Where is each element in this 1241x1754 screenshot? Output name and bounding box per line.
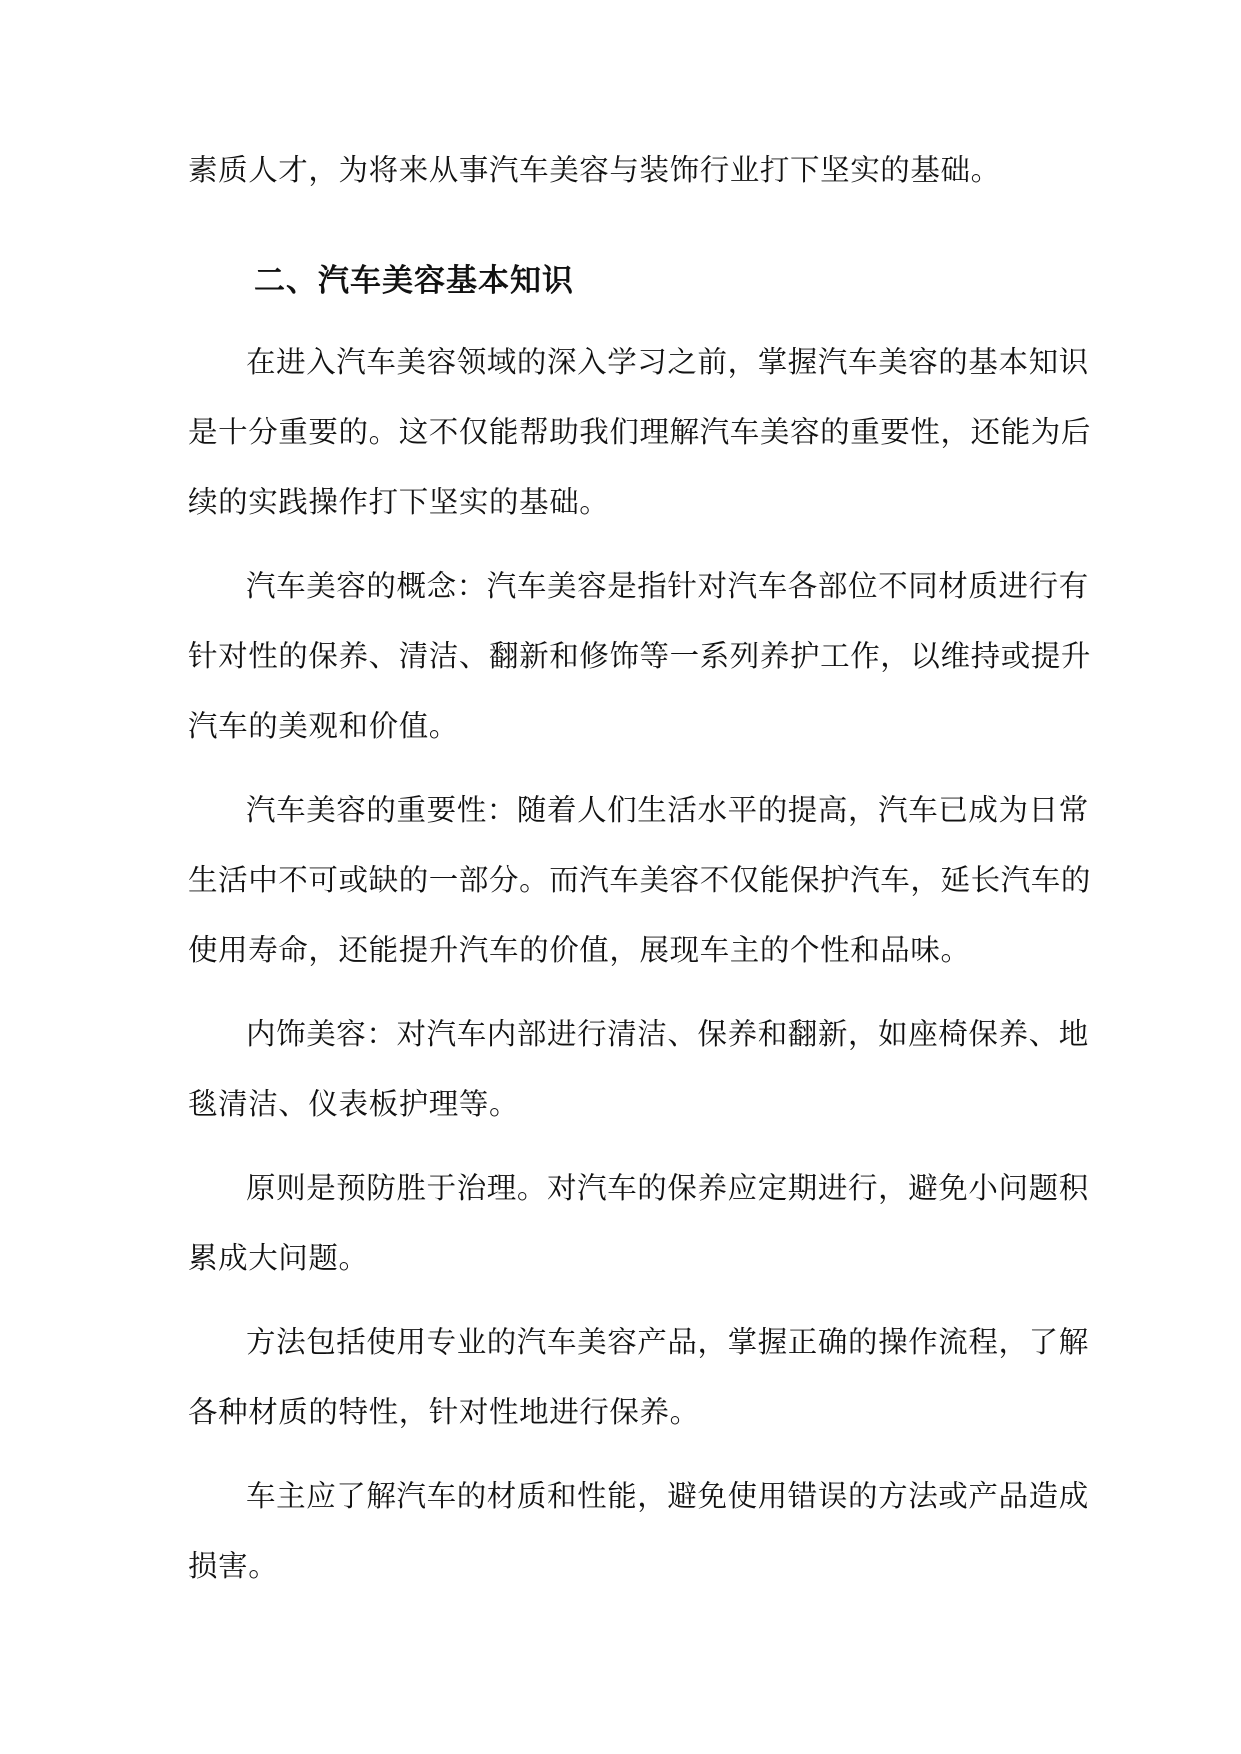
section-heading: 二、汽车美容基本知识	[254, 263, 574, 299]
paragraph-6-line-1: 方法包括使用专业的汽车美容产品，掌握正确的操作流程，了解	[246, 1325, 1089, 1359]
paragraph-2-line-2: 针对性的保养、清洁、翻新和修饰等一系列养护工作，以维持或提升	[188, 639, 1092, 673]
paragraph-5-line-2: 累成大问题。	[188, 1241, 369, 1275]
intro-tail-line: 素质人才，为将来从事汽车美容与装饰行业打下坚实的基础。	[188, 153, 1001, 187]
paragraph-3-line-2: 生活中不可或缺的一部分。而汽车美容不仅能保护汽车，延长汽车的	[188, 863, 1092, 897]
paragraph-2-line-3: 汽车的美观和价值。	[188, 709, 459, 743]
paragraph-5-line-1: 原则是预防胜于治理。对汽车的保养应定期进行，避免小问题积	[246, 1171, 1089, 1205]
paragraph-1-line-2: 是十分重要的。这不仅能帮助我们理解汽车美容的重要性，还能为后	[188, 415, 1092, 449]
paragraph-4-line-1: 内饰美容：对汽车内部进行清洁、保养和翻新，如座椅保养、地	[246, 1017, 1089, 1051]
paragraph-2-line-1: 汽车美容的概念：汽车美容是指针对汽车各部位不同材质进行有	[246, 569, 1089, 603]
paragraph-1-line-1: 在进入汽车美容领域的深入学习之前，掌握汽车美容的基本知识	[246, 345, 1089, 379]
paragraph-7-line-2: 损害。	[188, 1549, 279, 1583]
paragraph-3-line-1: 汽车美容的重要性：随着人们生活水平的提高，汽车已成为日常	[246, 793, 1089, 827]
paragraph-1-line-3: 续的实践操作打下坚实的基础。	[188, 485, 610, 519]
paragraph-6-line-2: 各种材质的特性，针对性地进行保养。	[188, 1395, 700, 1429]
paragraph-4-line-2: 毯清洁、仪表板护理等。	[188, 1087, 520, 1121]
paragraph-3-line-3: 使用寿命，还能提升汽车的价值，展现车主的个性和品味。	[188, 933, 971, 967]
paragraph-7-line-1: 车主应了解汽车的材质和性能，避免使用错误的方法或产品造成	[246, 1479, 1089, 1513]
